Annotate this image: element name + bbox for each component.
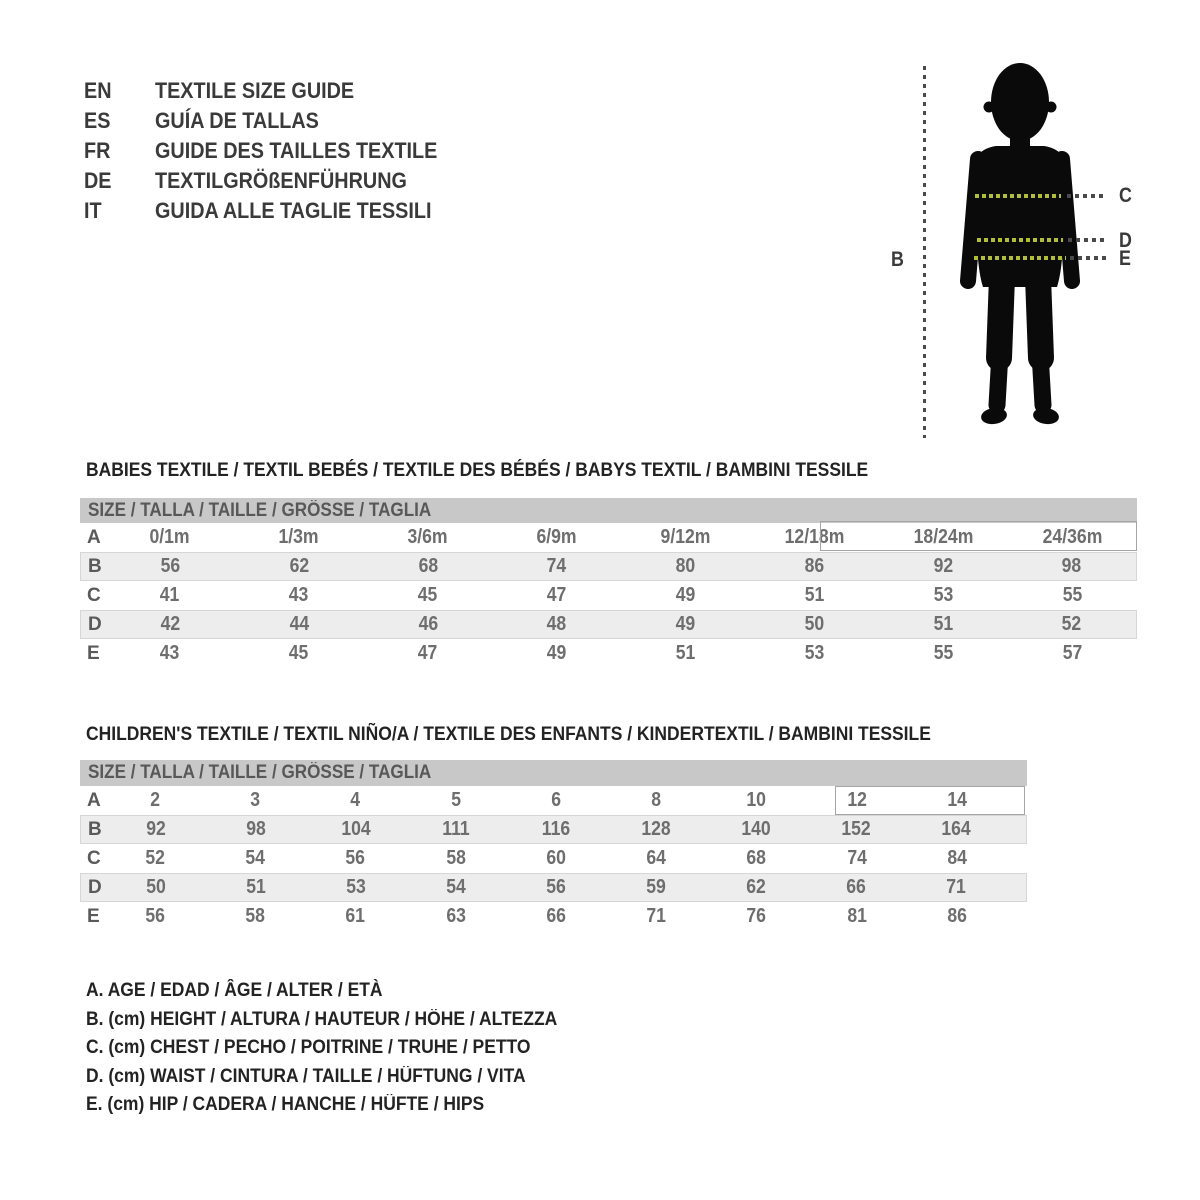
table-cell: 50 xyxy=(804,613,824,635)
table-cell: 104 xyxy=(341,818,371,840)
table-cell: 54 xyxy=(245,847,266,869)
lang-code: EN xyxy=(84,78,112,103)
table-cell: 62 xyxy=(746,876,766,898)
table-cell: 61 xyxy=(345,905,366,927)
hip-label-e: E xyxy=(1119,247,1131,270)
table-cell: 68 xyxy=(418,555,438,577)
table-cell: 74 xyxy=(846,847,867,869)
legend-item-waist: D. (cm) WAIST / CINTURA / TAILLE / HÜFTUNG / VITA xyxy=(86,1065,526,1087)
table-cell: 164 xyxy=(941,818,971,840)
figure-head xyxy=(984,63,1057,150)
language-guide xyxy=(84,76,469,226)
legend-item-chest: C. (cm) CHEST / PECHO / POITRINE / TRUHE / PETTO xyxy=(86,1037,531,1059)
table-cell: 49 xyxy=(546,642,567,664)
table-cell: 56 xyxy=(145,905,165,927)
babies-section-title: BABIES TEXTILE / TEXTIL BEBÉS / TEXTILE DES BÉBÉS / BABYS TEXTIL / BAMBINI TESSILE xyxy=(86,460,869,481)
lang-row-de xyxy=(84,166,469,196)
children-table-header xyxy=(80,760,1027,786)
table-cell: 9/12m xyxy=(660,526,711,548)
table-cell: 18/24m xyxy=(913,526,974,548)
lang-row-es xyxy=(84,106,469,136)
row-label: B xyxy=(88,555,102,577)
figure-body xyxy=(968,146,1072,426)
size-header-label: SIZE / TALLA / TAILLE / GRÖSSE / TAGLIA xyxy=(88,762,432,783)
table-cell: 60 xyxy=(546,847,566,869)
table-cell: 81 xyxy=(846,905,867,927)
table-cell: 58 xyxy=(245,905,266,927)
table-cell: 53 xyxy=(346,876,366,898)
lang-title: GUÍA DE TALLAS xyxy=(155,108,319,133)
child-silhouette-figure xyxy=(940,55,1100,440)
row-label: D xyxy=(88,876,102,898)
lang-row-en xyxy=(84,76,469,106)
table-cell: 57 xyxy=(1062,642,1083,664)
table-cell: 51 xyxy=(246,876,266,898)
legend-item-hip: E. (cm) HIP / CADERA / HANCHE / HÜFTE / HIPS xyxy=(86,1094,485,1116)
lang-title: TEXTILGRÖßENFÜHRUNG xyxy=(155,168,407,193)
table-cell: 0/1m xyxy=(149,526,190,548)
table-cell: 66 xyxy=(546,905,566,927)
size-header-label: SIZE / TALLA / TAILLE / GRÖSSE / TAGLIA xyxy=(88,500,432,521)
measurement-legend xyxy=(86,977,598,1120)
table-cell: 52 xyxy=(1061,613,1082,635)
table-cell: 52 xyxy=(145,847,165,869)
table-cell: 47 xyxy=(546,584,567,606)
table-cell: 6 xyxy=(551,789,561,811)
lang-code: DE xyxy=(84,168,112,193)
table-cell: 63 xyxy=(445,905,466,927)
table-row-C xyxy=(80,844,1027,873)
table-cell: 152 xyxy=(841,818,871,840)
lang-title: GUIDE DES TAILLES TEXTILE xyxy=(155,138,438,163)
table-cell: 2 xyxy=(150,789,161,811)
table-row-B xyxy=(80,815,1027,844)
table-cell: 76 xyxy=(746,905,767,927)
table-cell: 98 xyxy=(1061,555,1082,577)
table-cell: 92 xyxy=(933,555,953,577)
table-cell: 3 xyxy=(250,789,261,811)
lang-code: IT xyxy=(84,198,102,223)
table-cell: 43 xyxy=(288,584,309,606)
children-section-title: CHILDREN'S TEXTILE / TEXTIL NIÑO/A / TEXTILE DES ENFANTS / KINDERTEXTIL / BAMBINI TESSILE xyxy=(86,724,931,745)
table-row-D xyxy=(80,873,1027,902)
height-dotted-line xyxy=(923,66,926,438)
table-row-D xyxy=(80,610,1137,639)
table-cell: 44 xyxy=(289,613,309,635)
table-cell: 45 xyxy=(288,642,309,664)
table-cell: 5 xyxy=(450,789,461,811)
height-label-b: B xyxy=(891,248,904,271)
table-cell: 50 xyxy=(146,876,166,898)
table-cell: 1/3m xyxy=(278,526,319,548)
table-cell: 14 xyxy=(947,789,967,811)
waist-dotted-line xyxy=(977,238,1063,242)
row-label: E xyxy=(87,905,100,927)
row-label: A xyxy=(87,526,101,548)
table-cell: 71 xyxy=(946,876,966,898)
table-cell: 12/18m xyxy=(784,526,845,548)
table-cell: 62 xyxy=(289,555,309,577)
lang-code: FR xyxy=(84,138,111,163)
table-cell: 55 xyxy=(1062,584,1083,606)
table-cell: 98 xyxy=(246,818,266,840)
table-cell: 41 xyxy=(159,584,180,606)
row-label: D xyxy=(88,613,102,635)
table-cell: 116 xyxy=(541,818,571,840)
lang-title: TEXTILE SIZE GUIDE xyxy=(155,78,355,103)
children-table-body xyxy=(80,786,1027,931)
table-cell: 8 xyxy=(651,789,662,811)
table-cell: 49 xyxy=(675,584,696,606)
row-label: C xyxy=(87,584,101,606)
table-cell: 59 xyxy=(646,876,666,898)
babies-table-body xyxy=(80,523,1137,668)
table-cell: 51 xyxy=(804,584,825,606)
table-row-E xyxy=(80,639,1137,668)
table-cell: 6/9m xyxy=(536,526,577,548)
table-cell: 51 xyxy=(675,642,696,664)
children-size-table xyxy=(80,760,1027,931)
table-row-A xyxy=(80,523,1137,552)
table-cell: 71 xyxy=(646,905,666,927)
table-cell: 80 xyxy=(675,555,696,577)
hip-dotted-line xyxy=(974,256,1066,260)
legend-item-age: A. AGE / EDAD / ÂGE / ALTER / ETÀ xyxy=(86,980,383,1002)
table-cell: 128 xyxy=(641,818,671,840)
lang-title: GUIDA ALLE TAGLIE TESSILI xyxy=(155,198,432,223)
row-label: C xyxy=(87,847,101,869)
chest-dotted-line xyxy=(975,194,1061,198)
chest-label-c: C xyxy=(1119,184,1132,207)
table-cell: 86 xyxy=(947,905,967,927)
table-cell: 51 xyxy=(933,613,953,635)
table-cell: 54 xyxy=(446,876,466,898)
chest-pointer-line xyxy=(1067,194,1105,198)
table-cell: 92 xyxy=(146,818,166,840)
row-label: B xyxy=(88,818,102,840)
babies-size-table xyxy=(80,498,1137,668)
table-cell: 47 xyxy=(417,642,438,664)
table-cell: 140 xyxy=(741,818,771,840)
table-row-E xyxy=(80,902,1027,931)
table-cell: 84 xyxy=(947,847,967,869)
lang-row-fr xyxy=(84,136,469,166)
table-cell: 48 xyxy=(546,613,567,635)
table-cell: 58 xyxy=(445,847,466,869)
table-row-C xyxy=(80,581,1137,610)
table-cell: 43 xyxy=(159,642,180,664)
table-cell: 24/36m xyxy=(1042,526,1103,548)
table-cell: 46 xyxy=(418,613,438,635)
table-cell: 56 xyxy=(160,555,181,577)
table-cell: 53 xyxy=(804,642,825,664)
table-cell: 68 xyxy=(746,847,767,869)
table-cell: 4 xyxy=(350,789,361,811)
row-label: E xyxy=(87,642,100,664)
table-cell: 74 xyxy=(546,555,567,577)
table-cell: 42 xyxy=(160,613,181,635)
lang-code: ES xyxy=(84,108,111,133)
table-cell: 66 xyxy=(846,876,866,898)
table-cell: 53 xyxy=(933,584,954,606)
table-cell: 111 xyxy=(442,818,470,840)
table-cell: 55 xyxy=(933,642,954,664)
table-cell: 56 xyxy=(546,876,566,898)
table-cell: 86 xyxy=(804,555,824,577)
waist-label-d: D xyxy=(1119,229,1132,252)
table-cell: 56 xyxy=(345,847,366,869)
row-label: A xyxy=(87,789,101,811)
hip-pointer-line xyxy=(1070,256,1106,260)
table-row-B xyxy=(80,552,1137,581)
table-row-A xyxy=(80,786,1027,815)
legend-item-height: B. (cm) HEIGHT / ALTURA / HAUTEUR / HÖHE / ALTEZZA xyxy=(86,1008,558,1030)
lang-row-it xyxy=(84,196,469,226)
table-cell: 64 xyxy=(646,847,666,869)
table-cell: 3/6m xyxy=(407,526,448,548)
babies-table-header xyxy=(80,498,1137,523)
table-cell: 12 xyxy=(846,789,867,811)
waist-pointer-line xyxy=(1068,238,1105,242)
table-cell: 10 xyxy=(746,789,767,811)
table-cell: 45 xyxy=(417,584,438,606)
table-cell: 49 xyxy=(675,613,696,635)
